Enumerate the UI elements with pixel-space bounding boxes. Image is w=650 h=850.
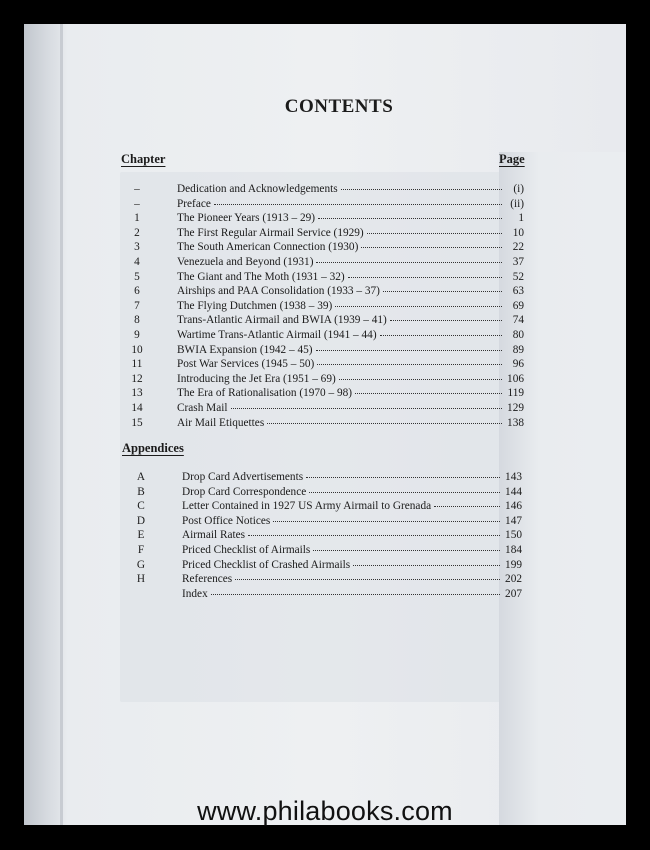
appendix-row-page-number: 199 <box>505 558 522 571</box>
chapter-row <box>24 211 626 226</box>
dot-leader <box>316 255 502 263</box>
appendix-row-number: A <box>136 471 146 483</box>
appendix-row-page-number: 202 <box>505 573 522 586</box>
appendix-list <box>24 470 626 601</box>
appendix-row-entry <box>182 470 522 485</box>
chapter-row <box>24 357 626 372</box>
dot-leader <box>306 470 500 478</box>
dot-leader <box>353 558 500 566</box>
appendix-row-entry <box>182 572 522 587</box>
dot-leader <box>317 357 502 365</box>
appendix-row-title: Drop Card Advertisements <box>182 471 304 483</box>
chapter-row-title: Venezuela and Beyond (1931) <box>177 255 314 268</box>
appendix-row-title: Drop Card Correspondence <box>182 485 307 498</box>
dot-leader <box>318 211 502 219</box>
chapter-row-title: The Flying Dutchmen (1938 – 39) <box>177 299 333 312</box>
chapter-row-number: 3 <box>134 241 140 254</box>
chapter-row-entry <box>177 386 524 401</box>
dot-leader <box>383 284 502 292</box>
chapter-row-title: Air Mail Etiquettes <box>177 416 265 429</box>
chapter-row-page-number: 129 <box>507 401 524 414</box>
chapter-row-number: 10 <box>131 343 143 356</box>
appendix-row-title: Letter Contained in 1927 US Army Airmail to Grenada <box>182 500 432 513</box>
appendix-row-number: F <box>137 543 145 556</box>
dot-leader <box>231 401 502 409</box>
dot-leader <box>341 182 502 190</box>
chapter-row <box>24 313 626 328</box>
dot-leader <box>348 270 502 278</box>
chapter-row-entry <box>177 299 524 314</box>
chapter-row-entry <box>177 328 524 343</box>
dot-leader <box>361 240 502 248</box>
appendix-row-number: H <box>136 573 146 586</box>
chapter-row <box>24 240 626 255</box>
appendix-row-page-number: 143 <box>505 471 522 483</box>
appendix-row-entry <box>182 558 522 573</box>
chapter-row <box>24 299 626 314</box>
dot-leader <box>273 514 500 522</box>
appendix-row-page-number: 147 <box>505 514 522 527</box>
chapter-row-title: Introducing the Jet Era (1951 – 69) <box>177 372 336 385</box>
chapter-row-entry <box>177 255 524 270</box>
chapter-row-number: 12 <box>131 372 143 385</box>
chapter-row-entry <box>177 313 524 328</box>
chapter-row <box>24 401 626 416</box>
chapter-row-number: 7 <box>134 299 140 312</box>
chapter-row-page-number: 119 <box>507 387 524 400</box>
appendices-heading: Appendices <box>122 441 184 455</box>
chapter-row <box>24 343 626 358</box>
chapter-row <box>24 226 626 241</box>
chapter-row-page-number: (i) <box>513 183 524 195</box>
chapter-row-title: Trans-Atlantic Airmail and BWIA (1939 – 41) <box>177 314 387 327</box>
chapter-row <box>24 284 626 299</box>
appendix-row-title: Priced Checklist of Airmails <box>182 543 311 556</box>
chapter-row-title: Preface <box>177 197 211 210</box>
dot-leader <box>380 328 502 336</box>
appendix-row-entry <box>182 499 522 514</box>
appendix-row <box>24 587 626 602</box>
appendix-row-number: B <box>137 485 145 498</box>
appendix-row-title: Priced Checklist of Crashed Airmails <box>182 558 351 571</box>
chapter-row-title: BWIA Expansion (1942 – 45) <box>177 343 313 356</box>
chapter-row-page-number: 69 <box>512 299 524 312</box>
chapter-row-title: Post War Services (1945 – 50) <box>177 358 315 371</box>
appendix-row <box>24 558 626 573</box>
dot-leader <box>339 372 502 380</box>
page-column-header: Page <box>499 152 626 825</box>
appendix-row <box>24 514 626 529</box>
chapter-row-number: 14 <box>131 401 143 414</box>
chapter-list <box>24 182 626 430</box>
chapter-row-page-number: 138 <box>507 416 524 429</box>
chapter-row-entry <box>177 197 524 212</box>
chapter-row <box>24 372 626 387</box>
chapter-row-number: 11 <box>131 358 143 371</box>
dot-leader <box>267 416 502 424</box>
chapter-row-page-number: 1 <box>518 212 524 225</box>
chapter-row-number: 13 <box>131 387 143 400</box>
appendix-row-number: E <box>137 529 145 542</box>
chapter-row-page-number: 96 <box>512 358 524 371</box>
book-page <box>24 24 626 825</box>
chapter-row-page-number: 22 <box>512 241 524 254</box>
appendix-row <box>24 543 626 558</box>
dot-leader <box>248 528 500 536</box>
chapter-row <box>24 270 626 285</box>
appendix-row-title: Airmail Rates <box>182 529 246 542</box>
chapter-row-number: 15 <box>131 416 143 429</box>
contents-heading: CONTENTS <box>284 96 394 117</box>
appendix-row <box>24 528 626 543</box>
chapter-row-title: The Era of Rationalisation (1970 – 98) <box>177 387 353 400</box>
dot-leader <box>335 299 502 307</box>
dot-leader <box>211 587 500 595</box>
appendix-row-entry <box>182 543 522 558</box>
chapter-row-number: 5 <box>134 270 140 283</box>
chapter-row-title: The First Regular Airmail Service (1929) <box>177 226 364 239</box>
chapter-row-page-number: 10 <box>512 226 524 239</box>
chapter-row-page-number: 52 <box>512 270 524 283</box>
chapter-row-title: The Pioneer Years (1913 – 29) <box>177 212 316 225</box>
appendix-row-title: Post Office Notices <box>182 514 271 527</box>
chapter-row-entry <box>177 240 524 255</box>
chapter-row <box>24 416 626 431</box>
appendix-row-entry <box>182 587 522 602</box>
chapter-row-number: – <box>134 197 140 210</box>
dot-leader <box>367 226 502 234</box>
chapter-row-number: 8 <box>134 314 140 327</box>
appendix-row-page-number: 146 <box>505 500 522 513</box>
chapter-row-entry <box>177 372 524 387</box>
chapter-row <box>24 328 626 343</box>
chapter-row-number: 6 <box>134 285 140 298</box>
chapter-row-entry <box>177 416 524 431</box>
appendix-row-page-number: 207 <box>505 587 522 600</box>
chapter-row-entry <box>177 226 524 241</box>
appendix-row-number: C <box>137 500 145 513</box>
chapter-row-title: Airships and PAA Consolidation (1933 – 37) <box>177 285 380 298</box>
chapter-row-title: The South American Connection (1930) <box>177 241 359 254</box>
chapter-row-page-number: 63 <box>512 285 524 298</box>
dot-leader <box>316 343 502 351</box>
appendix-row <box>24 485 626 500</box>
chapter-row-entry <box>177 211 524 226</box>
dot-leader <box>313 543 500 551</box>
chapter-row-title: Crash Mail <box>177 401 228 414</box>
chapter-row-entry <box>177 357 524 372</box>
chapter-row <box>24 182 626 197</box>
appendix-row-entry <box>182 514 522 529</box>
dot-leader <box>434 499 500 507</box>
appendix-row-entry <box>182 485 522 500</box>
dot-leader <box>235 572 500 580</box>
appendix-row-number: G <box>136 558 146 571</box>
chapter-row-title: Wartime Trans-Atlantic Airmail (1941 – 44) <box>177 328 377 341</box>
chapter-row-page-number: 106 <box>507 372 524 385</box>
dot-leader <box>355 386 502 394</box>
chapter-row-entry <box>177 343 524 358</box>
chapter-row <box>24 197 626 212</box>
chapter-row-page-number: 37 <box>512 255 524 268</box>
chapter-row-title: Dedication and Acknowledgements <box>177 183 338 195</box>
website-watermark: www.philabooks.com <box>197 796 453 826</box>
appendix-row-number: D <box>136 514 146 527</box>
chapter-row <box>24 386 626 401</box>
appendix-row <box>24 470 626 485</box>
chapter-row-number: 1 <box>134 212 140 225</box>
appendix-row-entry <box>182 528 522 543</box>
chapter-row-number: – <box>134 183 140 195</box>
chapter-row-number: 2 <box>134 226 140 239</box>
chapter-row-page-number: 89 <box>512 343 524 356</box>
chapter-row-entry <box>177 182 524 197</box>
contents-document <box>24 24 626 825</box>
chapter-row <box>24 255 626 270</box>
appendix-row-page-number: 150 <box>505 529 522 542</box>
chapter-row-entry <box>177 284 524 299</box>
dot-leader <box>390 313 502 321</box>
appendix-row-page-number: 184 <box>505 543 522 556</box>
chapter-row-entry <box>177 270 524 285</box>
chapter-row-number: 4 <box>134 255 140 268</box>
appendix-row-page-number: 144 <box>505 485 522 498</box>
chapter-column-header: Chapter <box>121 152 166 166</box>
chapter-row-page-number: 80 <box>512 328 524 341</box>
chapter-row-number: 9 <box>134 328 140 341</box>
dot-leader <box>214 197 502 205</box>
chapter-row-entry <box>177 401 524 416</box>
appendix-row <box>24 572 626 587</box>
chapter-row-page-number: (ii) <box>510 197 524 210</box>
dot-leader <box>309 485 500 493</box>
appendix-row-title: References <box>182 573 233 586</box>
appendix-row-title: Index <box>182 587 208 600</box>
chapter-row-title: The Giant and The Moth (1931 – 32) <box>177 270 345 283</box>
chapter-row-page-number: 74 <box>512 314 524 327</box>
appendix-row <box>24 499 626 514</box>
